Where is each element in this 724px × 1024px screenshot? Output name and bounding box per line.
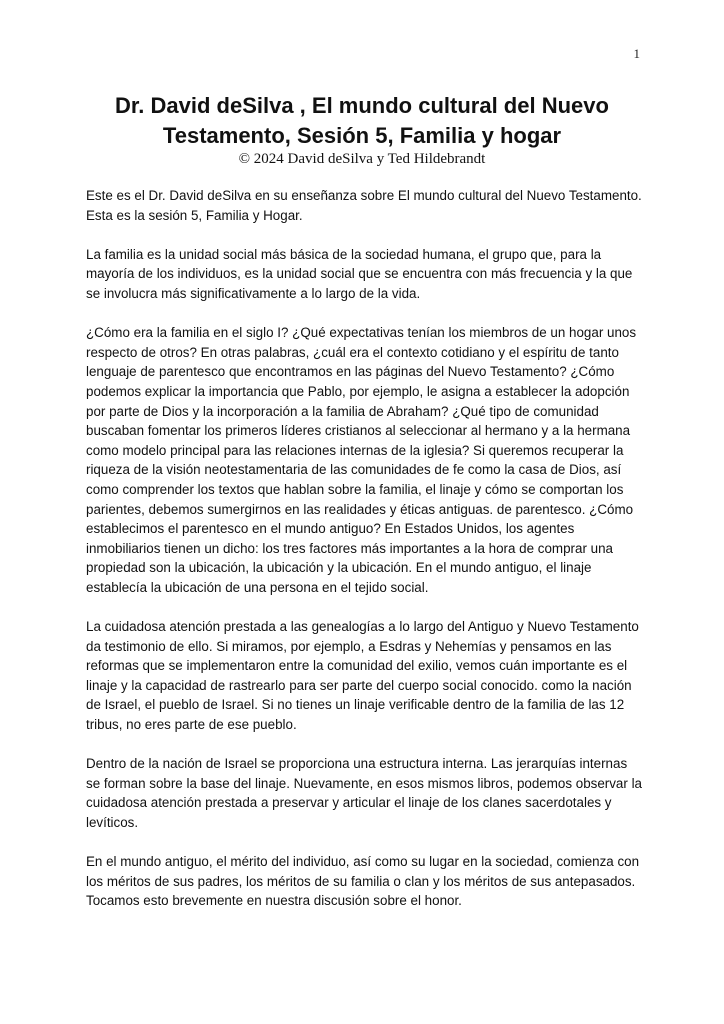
page-number: 1: [633, 46, 640, 61]
copyright-line: © 2024 David deSilva y Ted Hildebrandt: [238, 151, 486, 167]
paragraph-3: ¿Cómo era la familia en el siglo I? ¿Qué expectativas tenían los miembros de un hogar unos respecto de otros? En otras palabras, ¿cuál era el contexto cotidiano y el espíritu de tanto lenguaje de parentesco que encontramos en las páginas del Nuevo Testamento? ¿Cómo podemos explicar la importancia que Pablo, por ejemplo, le asigna a establecer la adopción por parte de Dios y la incorporación a la familia de Abraham? ¿Qué tipo de comunidad buscaban fomentar los primeros líderes cristianos al seleccionar al hermano y a la hermana como modelo principal para las relaciones internas de la iglesia? Si queremos recuperar la riqueza de la visión neotestamentaria de las comunidades de fe como la casa de Dios, así como comprender los textos que hablan sobre la familia, el linaje y cómo se comportan los parientes, debemos sumergirnos en las realidades y éticas antiguas. de parentesco. ¿Cómo establecimos el parentesco en el mundo antiguo? En Estados Unidos, los agentes inmobiliarios tienen un dicho: los tres factores más importantes a la hora de comprar una propiedad son la ubicación, la ubicación y la ubicación. En el mundo antiguo, el linaje establecía la ubicación de una persona en el tejido social.: [86, 325, 637, 595]
paragraph-2: La familia es la unidad social más básica de la sociedad humana, el grupo que, para la mayoría de los individuos, es la unidad social que se encuentra con más frecuencia y la que se involucra más significativamente a lo largo de la vida.: [86, 246, 633, 301]
paragraph-1: Este es el Dr. David deSilva en su enseñanza sobre El mundo cultural del Nuevo Testamento. Esta es la sesión 5, Familia y Hogar.: [86, 188, 642, 223]
document-body: [86, 186, 642, 931]
paragraph-4: La cuidadosa atención prestada a las genealogías a lo largo del Antiguo y Nuevo Testamento da testimonio de ello. Si miramos, por ejemplo, a Esdras y Nehemías y pensamos en las reformas que se implementaron entre la comunidad del exilio, vemos cuán importante es el linaje y la capacidad de rastrearlo para ser parte del cuerpo social conocido. como la nación de Israel, el pueblo de Israel. Si no tienes un linaje verificable dentro de la familia de las 12 tribus, no eres parte de ese pueblo.: [86, 619, 639, 733]
document-title: Dr. David deSilva , El mundo cultural del Nuevo Testamento, Sesión 5, Familia y hogar: [115, 93, 609, 148]
paragraph-6: En el mundo antiguo, el mérito del individuo, así como su lugar en la sociedad, comienza con los méritos de sus padres, los méritos de su familia o clan y los méritos de sus antepasados. Tocamos esto brevemente en nuestra discusión sobre el honor.: [86, 854, 640, 909]
paragraph-5: Dentro de la nación de Israel se proporciona una estructura interna. Las jerarquías internas se forman sobre la base del linaje. Nuevamente, en esos mismos libros, podemos observar la cuidadosa atención prestada a preservar y articular el linaje de los clanes sacerdotales y levíticos.: [86, 756, 642, 830]
